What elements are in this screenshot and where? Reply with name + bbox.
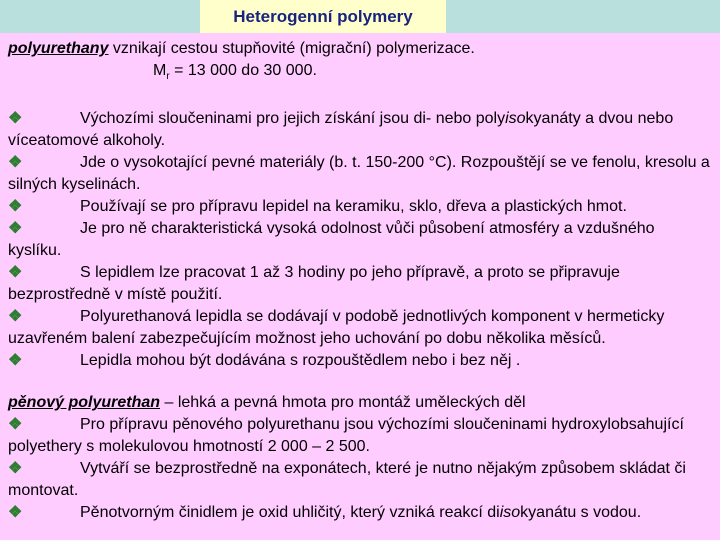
section1-term: polyurethany <box>8 40 109 57</box>
molar-mass-label: M <box>153 62 167 79</box>
section1-intro-text: vznikají cestou stupňovité (migrační) polymerizace. <box>108 40 475 57</box>
bullet-text-italic: iso <box>499 504 521 522</box>
bullet-item <box>8 262 712 306</box>
bullet-item <box>8 458 712 502</box>
bullet-item <box>8 108 712 152</box>
slide-title: Heterogenní polymery <box>233 6 413 26</box>
bullet-text-italic: iso <box>505 110 526 128</box>
bullet-item <box>8 218 712 262</box>
bullet-text: Je pro ně charakteristická vysoká odolnost vůči působení atmosféry a vzdušného kyslíku. <box>8 220 655 260</box>
section2-intro <box>8 392 712 414</box>
bullet-item <box>8 350 712 372</box>
diamond-bullet-icon: ❖ <box>8 264 23 282</box>
bullet-text: Pro přípravu pěnového polyurethanu jsou výchozími sloučeninami hydroxylobsahující polyethery s molekulovou hmotností 2 000 – 2 500. <box>8 416 684 456</box>
section1-intro <box>8 38 712 60</box>
bullet-text: S lepidlem lze pracovat 1 až 3 hodiny po jeho přípravě, a proto se připravuje bezprostředně v místě použití. <box>8 264 620 304</box>
diamond-bullet-icon: ❖ <box>8 352 23 370</box>
slide-title-box <box>200 0 446 33</box>
diamond-bullet-icon: ❖ <box>8 110 23 128</box>
diamond-bullet-icon: ❖ <box>8 416 23 434</box>
bullet-item <box>8 502 712 524</box>
section2-intro-text: – lehká a pevná hmota pro montáž uměleckých děl <box>160 394 526 412</box>
diamond-bullet-icon: ❖ <box>8 460 23 478</box>
spacer <box>8 88 712 108</box>
diamond-bullet-icon: ❖ <box>8 308 23 326</box>
bullet-item <box>8 414 712 458</box>
bullet-text: Výchozími sloučeninami pro jejich získání jsou di- nebo poly <box>80 110 506 128</box>
spacer <box>8 372 712 392</box>
section2-bullet-list <box>8 414 712 524</box>
diamond-bullet-icon: ❖ <box>8 220 23 238</box>
bullet-text: Vytváří se bezprostředně na exponátech, které je nutno nějakým způsobem skládat či montovat. <box>8 460 686 500</box>
content-panel <box>0 33 720 540</box>
bullet-text: Lepidla mohou být dodávána s rozpouštědlem nebo i bez něj . <box>80 352 521 370</box>
diamond-bullet-icon: ❖ <box>8 198 23 216</box>
section1-bullet-list <box>8 108 712 372</box>
bullet-text-end: kyanáty a dvou nebo víceatomové alkoholy. <box>8 110 674 150</box>
bullet-item <box>8 196 712 218</box>
molar-mass-line <box>8 60 712 88</box>
bullet-text: Používají se pro přípravu lepidel na keramiku, sklo, dřeva a plastických hmot. <box>80 198 627 216</box>
molar-mass-subscript: r <box>166 71 170 83</box>
bullet-item <box>8 152 712 196</box>
molar-mass-value: = 13 000 do 30 000. <box>169 62 317 79</box>
bullet-text-end: kyanátu s vodou. <box>520 504 642 522</box>
bullet-text: Jde o vysokotající pevné materiály (b. t. 150-200 °C). Rozpouštějí se ve fenolu, kresolu a silných kyselinách. <box>8 154 710 194</box>
diamond-bullet-icon: ❖ <box>8 154 23 172</box>
bullet-text: Pěnotvorným činidlem je oxid uhličitý, který vzniká reakcí di <box>80 504 500 522</box>
diamond-bullet-icon: ❖ <box>8 504 23 522</box>
bullet-text: Polyurethanová lepidla se dodávají v podobě jednotlivých komponent v hermeticky uzavřeném balení zabezpečujícím možnost jeho uchování po dobu několika měsíců. <box>8 308 665 348</box>
section2-term: pěnový polyurethan <box>8 394 161 412</box>
bullet-item <box>8 306 712 350</box>
